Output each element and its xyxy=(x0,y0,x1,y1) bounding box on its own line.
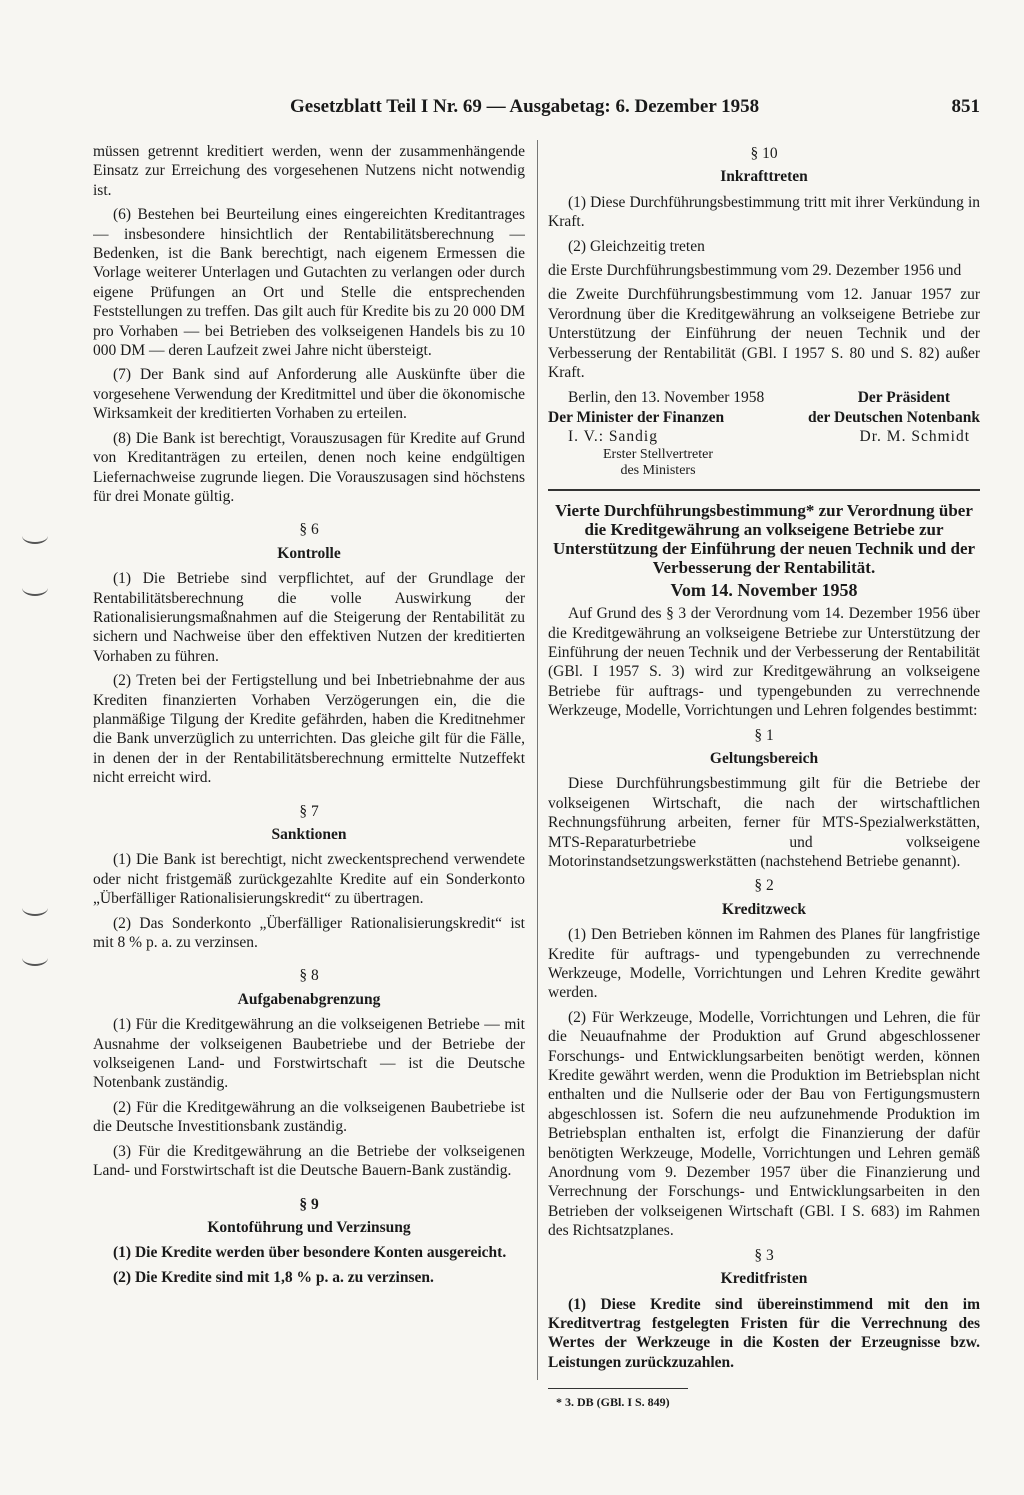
section-number: § 8 xyxy=(299,967,319,985)
paragraph: (2) Treten bei der Fertigstellung und bei Inbetriebnahme der aus Krediten finanzierten Vorhaben Verzögerungen ein, die die planmäßige Tilgung der Kredite gefährden, haben die Kreditnehmer die Bank unverzüglich zu unterrichten. Das gleiche gilt für die Fälle, in denen der in der Rentabilitätsberechnung ermittelte Nutzeffekt nicht erreicht wird. xyxy=(93,672,525,787)
footnote-rule xyxy=(548,1388,688,1389)
paragraph: (2) Für Werkzeuge, Modelle, Vorrichtungen und Lehren, die für die Neuaufnahme der Produktion auf Grund abgeschlossener Forschungs- und Entwicklungsarbeiten benötigt werden, können Kredite gewährt werden, wenn die Produktion im Betriebsplan nicht enthalten und die Nullserie oder der Bau von Fertigungsmustern abgeschlossen ist. Sofern die neu aufzunehmende Produktion im Betriebsplan enthalten ist, erfolgt die Finanzierung der dafür benötigten Werkzeuge, Modelle, Vorrichtungen und Lehren gemäß Anordnung vom 9. Dezember 1957 über die Finanzierung und Verrechnung der Forschungs- und Entwicklungsarbeiten in den Betrieben der volkseigenen Wirtschaft (GBl. I S. 683) im Rahmen des Richtsatzplanes. xyxy=(548,1008,980,1240)
paragraph: (1) Die Bank ist berechtigt, nicht zweckentsprechend verwendete oder nicht fristgemäß zurückgezahlte Kredite auf ein Sonderkonto „Überfälliger Rationalisierungskredit“ zu übertragen. xyxy=(93,851,525,908)
left-column xyxy=(93,142,525,1412)
signatory-title-right: der Deutschen Notenbank xyxy=(808,408,980,426)
document-date: Vom 14. November 1958 xyxy=(670,579,858,600)
paragraph: müssen getrennt kreditiert werden, wenn der zusammenhängende Einsatz zur Erreichung des vorgesehenen Nutzens nicht notwendig ist. xyxy=(93,143,525,199)
margin-check-mark xyxy=(22,900,48,916)
section-number: § 9 xyxy=(299,1195,319,1213)
section-title: Aufgabenabgrenzung xyxy=(237,990,381,1008)
paragraph: Diese Durchführungsbestimmung gilt für die Betriebe der volkseigenen Wirtschaft, die nach der wirtschaftlichen Rechnungsführung arbeiten, ferner für MTS-Spezialwerkstätten, MTS-Reparaturbetriebe und volkseigene Motorinstandsetzungswerkstätten (nachstehend Betriebe genannt). xyxy=(548,775,980,870)
page-number: 851 xyxy=(951,96,980,117)
margin-check-mark xyxy=(22,580,48,596)
signature-block xyxy=(548,388,980,478)
paragraph: (1) Die Betriebe sind verpflichtet, auf der Grundlage der Rentabilitätsberechnung die volle Auswirkung der Rationalisierungsmaßnahmen auf die Steigerung der Rentabilität zu sichern und Nachweise über den effektiven Nutzen der kreditierten Vorhaben zu führen. xyxy=(93,570,525,665)
paragraph: (6) Bestehen bei Beurteilung eines eingereichten Kreditantrages — insbesondere hinsichtlich der Rentabilitätsberechnung — Bedenken, ist die Bank berechtigt, nach eigenem Ermessen die Vorlage weiterer Unterlagen und Gutachten zu verlangen oder durch eigene Prüfungen an Ort und Stelle die entsprechenden Feststellungen zu treffen. Das gilt auch für Kredite bis zu 20 000 DM pro Vorhaben — bei Betrieben des volkseigenen Handels bis zu 10 000 DM — deren Laufzeit zwei Jahre nicht übersteigt. xyxy=(93,206,525,360)
horizontal-rule xyxy=(548,489,980,491)
paragraph: (2) Gleichzeitig treten xyxy=(568,237,705,255)
section-title: Inkrafttreten xyxy=(720,168,808,186)
paragraph: (2) Das Sonderkonto „Überfälliger Rationalisierungskredit“ ist mit 8 % p. a. zu verzinsen. xyxy=(93,914,525,952)
right-column xyxy=(548,142,980,1412)
section-number: § 10 xyxy=(750,145,778,162)
margin-check-mark xyxy=(22,528,48,544)
section-title: Sanktionen xyxy=(271,826,347,843)
paragraph: (2) Für die Kreditgewährung an die volkseigenen Baubetriebe ist die Deutsche Investitionsbank zuständig. xyxy=(93,1098,525,1136)
section-title: Kontrolle xyxy=(277,544,341,562)
margin-check-mark xyxy=(22,950,48,966)
column-divider xyxy=(537,140,538,1380)
signatory-subtitle-line: des Ministers xyxy=(620,462,696,478)
section-number: § 7 xyxy=(299,802,319,820)
paragraph: (8) Die Bank ist berechtigt, Vorauszusagen für Kredite auf Grund von Kreditanträgen zu erteilen, denen noch keine endgültigen Liefernachweise zugrunde liegen. Die Vorauszusagen sind höchstens für drei Monate gültig. xyxy=(93,429,525,505)
paragraph: (2) Die Kredite sind mit 1,8 % p. a. zu verzinsen. xyxy=(113,1268,434,1286)
paragraph: (1) Die Kredite werden über besondere Konten ausgereicht. xyxy=(113,1244,507,1262)
section-number: § 6 xyxy=(299,521,319,539)
paragraph: (1) Den Betrieben können im Rahmen des Planes für langfristige Kredite für auftrags- und typengebunden zu verrechnende Werkzeuge, Modelle, Vorrichtungen und Lehren Kredite gewährt werden. xyxy=(548,926,980,1002)
section-title: Geltungsbereich xyxy=(709,749,819,767)
section-number: § 1 xyxy=(754,726,774,744)
section-number: § 2 xyxy=(754,877,774,895)
paragraph: die Zweite Durchführungsbestimmung vom 12. Januar 1957 zur Verordnung über die Kreditgewährung an volkseigene Betriebe zur Unterstützung der Einführung der neuen Technik und der Verbesserung der Rentabilität (GBl. I 1957 S. 80 und S. 82) außer Kraft. xyxy=(548,286,980,382)
signatory-role: Der Präsident xyxy=(857,389,950,407)
signatory-subtitle xyxy=(548,447,768,479)
signatory-name-left: I. V.: Sandig xyxy=(568,428,658,446)
section-title: Kreditfristen xyxy=(720,1270,808,1288)
section-title: Kreditzweck xyxy=(721,900,807,918)
paragraph: (7) Der Bank sind auf Anforderung alle Auskünfte über die vorgesehene Verwendung der Kreditmittel und über die ökonomische Wirksamkeit der kreditierten Vorhaben zu erteilen. xyxy=(93,366,525,423)
paragraph: (1) Diese Durchführungsbestimmung tritt mit ihrer Verkündung in Kraft. xyxy=(548,193,980,231)
paragraph: (1) Für die Kreditgewährung an die volkseigenen Betriebe — mit Ausnahme der volkseigenen Baubetriebe und der Betriebe der volkseigenen Land- und Forstwirtschaft — ist die Deutsche Notenbank zuständig. xyxy=(93,1016,525,1092)
section-number: § 3 xyxy=(754,1246,774,1264)
running-title: Gesetzblatt Teil I Nr. 69 — Ausgabetag: 6. Dezember 1958 xyxy=(290,96,760,117)
signatory-subtitle-line: Erster Stellvertreter xyxy=(602,446,713,462)
place-date: Berlin, den 13. November 1958 xyxy=(568,389,765,407)
paragraph: (3) Für die Kreditgewährung an die Betriebe der volkseigenen Land- und Forstwirtschaft ist die Deutsche Bauern-Bank zuständig. xyxy=(93,1142,525,1180)
paragraph: die Erste Durchführungsbestimmung vom 29. Dezember 1956 und xyxy=(548,262,962,280)
signatory-name-right: Dr. M. Schmidt xyxy=(859,428,970,446)
document-title: Vierte Durchführungsbestimmung* zur Verordnung über die Kreditgewährung an volkseigene Betriebe zur Unterstützung der Einführung der neuen Technik und der Verbesserung der Rentabilität. xyxy=(552,500,976,577)
page-header xyxy=(270,96,982,122)
signatory-title-left: Der Minister der Finanzen xyxy=(548,408,725,426)
paragraph: (1) Diese Kredite sind übereinstimmend mit den im Kreditvertrag festgelegten Fristen für die Verrechnung des Wertes der Werkzeuge in die Kosten der Erzeugnisse bzw. Leistungen zurückzuzahlen. xyxy=(548,1295,980,1371)
section-title: Kontoführung und Verzinsung xyxy=(207,1218,411,1236)
footnote: * 3. DB (GBl. I S. 849) xyxy=(556,1395,670,1410)
paragraph: Auf Grund des § 3 der Verordnung vom 14. Dezember 1956 über die Kreditgewährung an volkseigene Betriebe zur Unterstützung der Einführung der neuen Technik und der Verbesserung der Rentabilität (GBl. I 1957 S. 3) wird zur Kreditgewährung an volkseigene Betriebe für auftrags- und typengebunden zu verrechnende Werkzeuge, Modelle, Vorrichtungen und Lehren folgendes bestimmt: xyxy=(548,605,980,720)
